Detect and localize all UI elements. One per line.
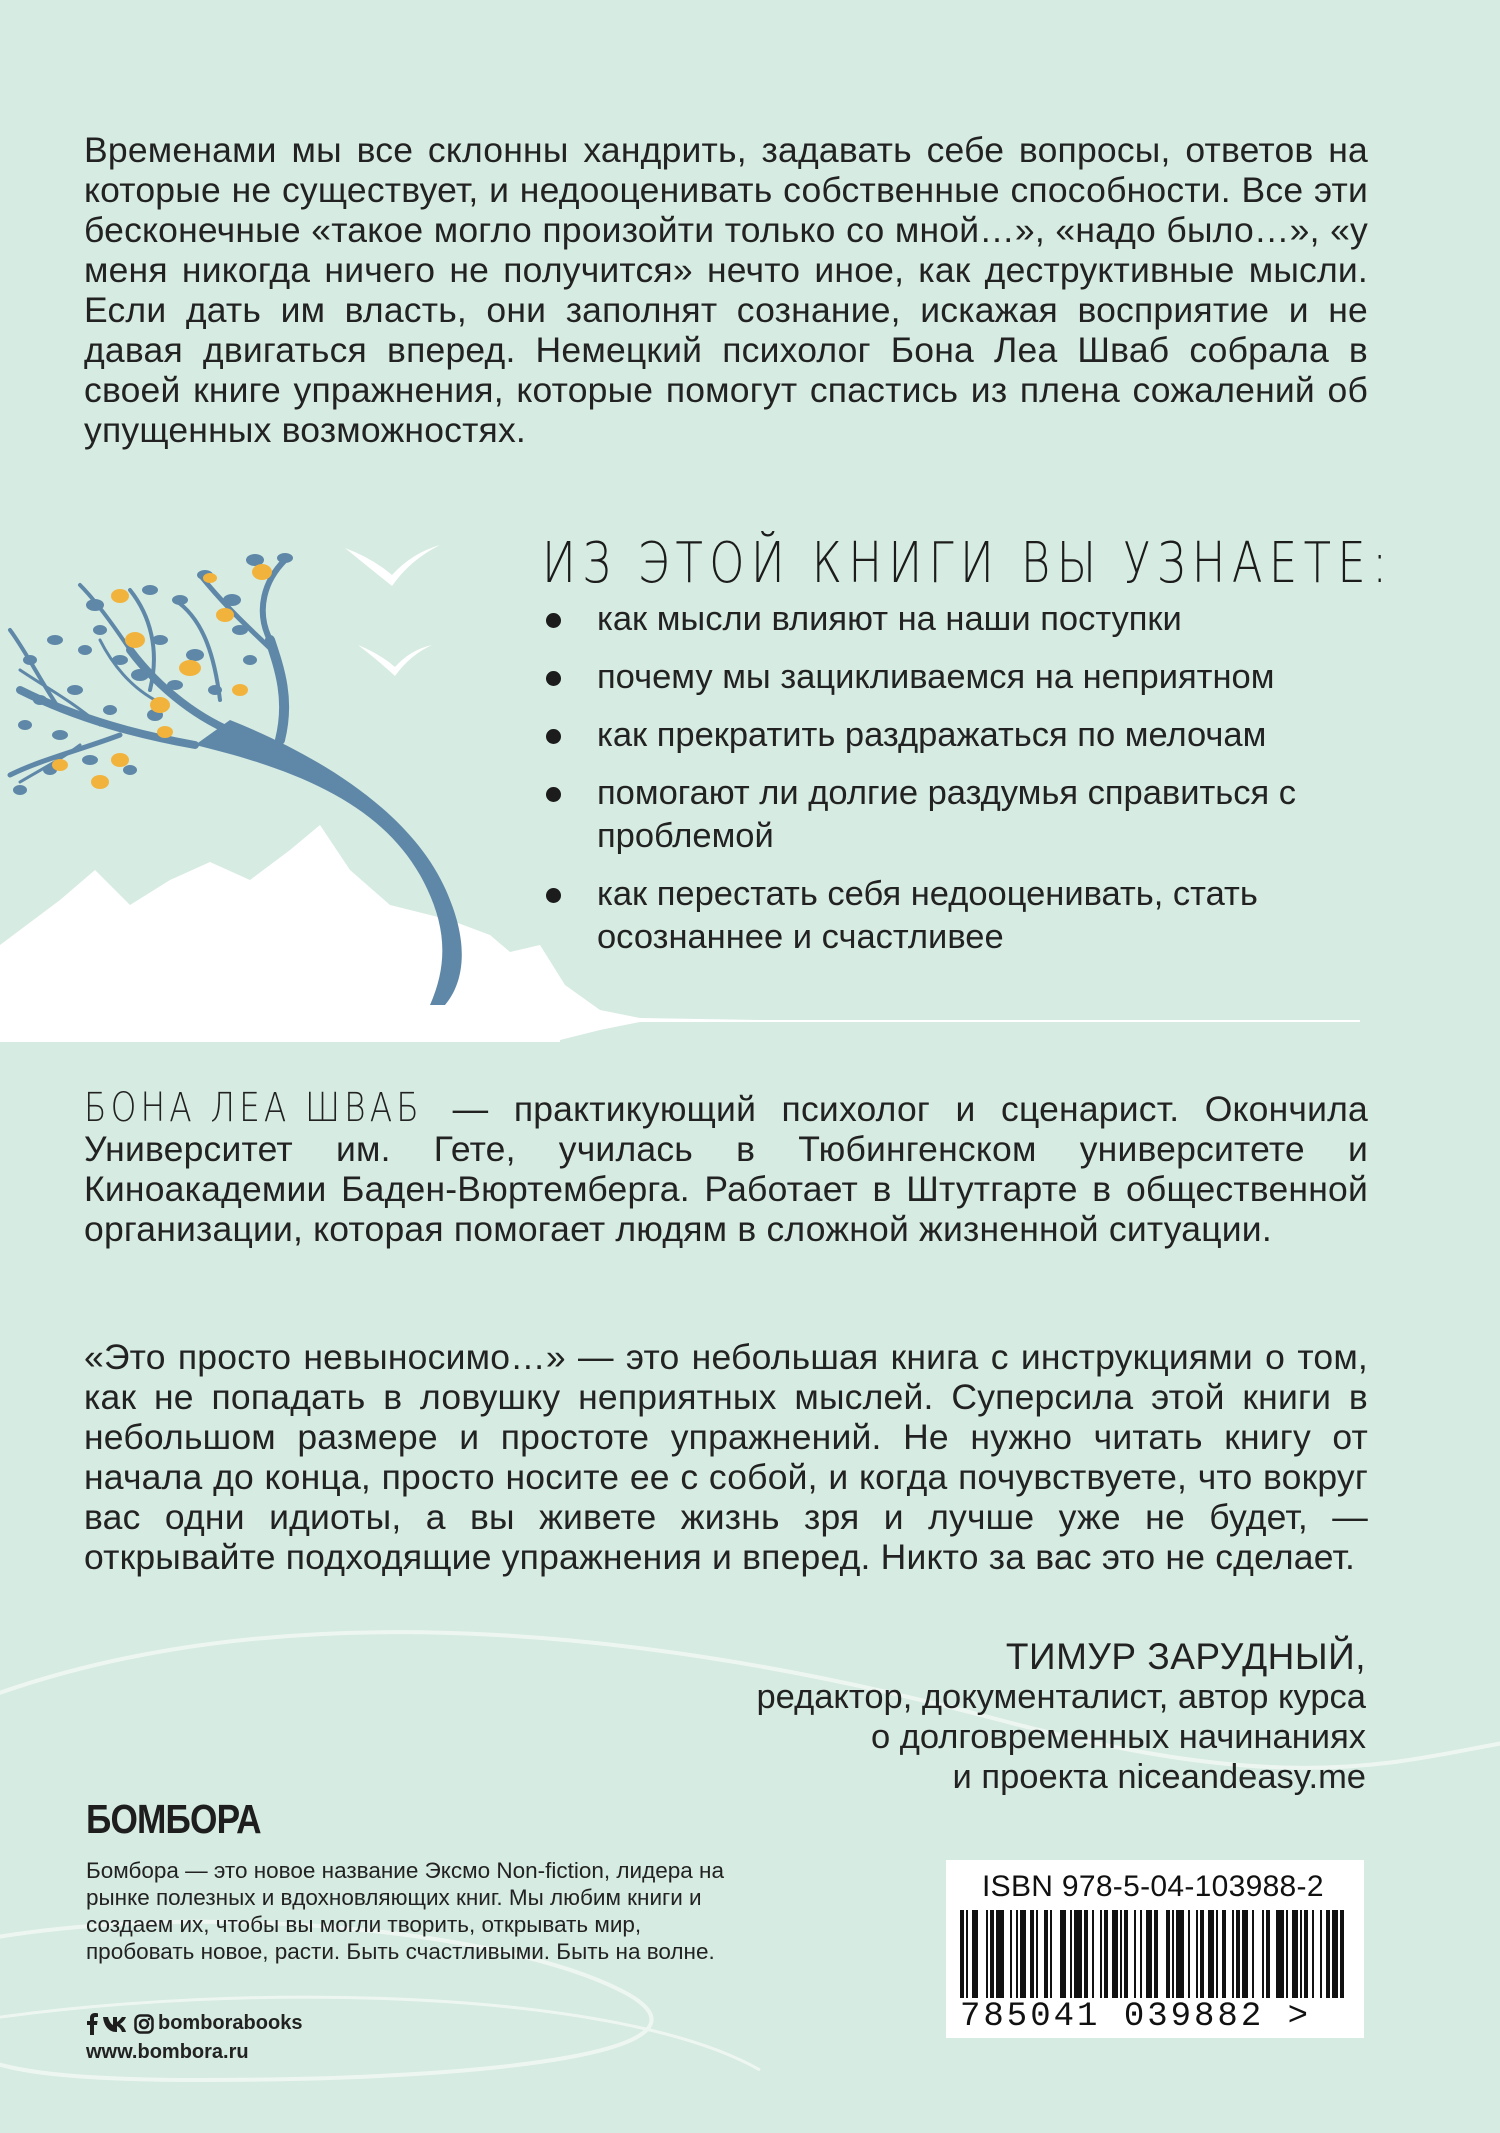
barcode-stripe — [1300, 1910, 1302, 1998]
list-item-text: как мысли влияют на наши поступки — [597, 600, 1182, 638]
bullet-icon — [546, 671, 561, 686]
barcode-stripe — [1030, 1910, 1034, 1998]
bullet-icon — [546, 787, 561, 802]
barcode-stripe — [1074, 1910, 1082, 1998]
barcode-stripe — [990, 1910, 994, 1998]
barcode-stripe — [1134, 1910, 1136, 1998]
barcode-stripe — [1154, 1910, 1158, 1998]
barcode-stripe — [960, 1910, 964, 1998]
barcode-stripe — [1286, 1910, 1288, 1998]
barcode-stripe — [1036, 1910, 1038, 1998]
barcode-stripe — [1104, 1910, 1108, 1998]
barcode-stripe — [966, 1910, 968, 1998]
reviewer-title: редактор, документалист, автор курса — [756, 1678, 1366, 1716]
barcode-stripe — [1196, 1910, 1198, 1998]
vk-icon[interactable] — [102, 2013, 130, 2035]
learn-list — [542, 598, 1382, 974]
author-bio: — практикующий психолог и сценарист. Окончила Университет им. Гете, училась в Тюбингенском университете и Киноакадемии Баден-Вюртемберга. Работает в Штутгарте в общественной организации, которая помогает людям в сложной жизненной ситуации. — [84, 1089, 1368, 1249]
list-item — [542, 772, 1382, 858]
publisher-blurb: Бомбора — это новое название Эксмо Non-fiction, лидера на рынке полезных и вдохновляющих книг. Мы любим книги и создаем их, чтобы вы могли творить, открывать мир, пробовать новое, расти. Быть счастливыми. Быть на волне. — [86, 1858, 724, 1964]
barcode-stripe — [1262, 1910, 1264, 1998]
barcode-stripe — [1216, 1910, 1218, 1998]
facebook-icon[interactable] — [86, 2013, 98, 2035]
barcode-stripe — [1208, 1910, 1214, 1998]
bullet-icon — [546, 613, 561, 628]
barcode-stripe — [1304, 1910, 1308, 1998]
reviewer-title: о долговременных начинаниях — [870, 1718, 1366, 1756]
barcode-stripe — [1222, 1910, 1226, 1998]
barcode-stripe — [1084, 1910, 1088, 1998]
barcode-stripe — [1242, 1910, 1248, 1998]
barcode-stripe — [1100, 1910, 1102, 1998]
list-item — [542, 873, 1382, 959]
barcode-stripe — [1252, 1910, 1254, 1998]
barcode-stripe — [1200, 1910, 1204, 1998]
barcode-stripe — [1332, 1910, 1338, 1998]
barcode-stripe — [1292, 1910, 1298, 1998]
instagram-icon[interactable] — [134, 2013, 154, 2035]
barcode-bars — [960, 1910, 1350, 1998]
bullet-icon — [546, 729, 561, 744]
intro-paragraph: Временами мы все склонны хандрить, задавать себе вопросы, ответов на которые не существует, и недооценивать собственные способности. Все эти бесконечные «такое могло произойти только со мной…», «надо было…», «у меня никогда ничего не получится» нечто иное, как деструктивные мысли. Если дать им власть, они заполнят сознание, искажая восприятие и не давая двигаться вперед. Немецкий психолог Бона Леа Шваб собрала в своей книге упражнения, которые помогут спастись из плена сожалений об упущенных возможностях. — [84, 130, 1368, 450]
list-item-text: как перестать себя недооценивать, стать осознаннее и счастливее — [597, 875, 1258, 956]
list-item-text: помогают ли долгие раздумья справиться с проблемой — [597, 774, 1297, 855]
barcode-stripe — [1320, 1910, 1322, 1998]
reviewer-name: ТИМУР ЗАРУДНЫЙ, — [1005, 1636, 1366, 1677]
barcode-stripe — [996, 1910, 1004, 1998]
barcode-digits: 785041 039882 > — [960, 1998, 1312, 2036]
list-item-text: как прекратить раздражаться по мелочам — [597, 716, 1267, 754]
barcode — [946, 1860, 1364, 2038]
social-links — [86, 2012, 302, 2035]
barcode-stripe — [1092, 1910, 1094, 1998]
barcode-stripe — [1070, 1910, 1072, 1998]
author-paragraph — [84, 1085, 1368, 1249]
barcode-stripe — [1044, 1910, 1048, 1998]
isbn-text: ISBN 978-5-04-103988-2 — [982, 1870, 1324, 1903]
review-paragraph: «Это просто невыносимо…» — это небольшая книга с инструкциями о том, как не попадать в ловушку неприятных мыслей. Суперсила этой книги в небольшом размере и простоте упражнений. Не нужно читать книгу от начала до конца, просто носите ее с собой, и когда почувствуете, что вокруг вас одни идиоты, а вы живете жизнь зря и лучше уже не будет, — открывайте подходящие упражнения и вперед. Никто за вас это не сделает. — [84, 1337, 1368, 1577]
barcode-stripe — [1236, 1910, 1240, 1998]
bird-icon — [345, 545, 440, 586]
barcode-stripe — [1340, 1910, 1344, 1998]
barcode-stripe — [986, 1910, 988, 1998]
barcode-stripe — [1166, 1910, 1170, 1998]
author-name: БОНА ЛЕА ШВАБ — [84, 1085, 423, 1131]
list-item — [542, 598, 1382, 641]
list-item — [542, 714, 1382, 757]
barcode-stripe — [1016, 1910, 1018, 1998]
list-item — [542, 656, 1382, 699]
barcode-stripe — [1176, 1910, 1184, 1998]
list-item-text: почему мы зацикливаемся на неприятном — [597, 658, 1275, 696]
review-signature — [757, 1637, 1367, 1797]
social-handle[interactable]: bomborabooks — [158, 2012, 303, 2034]
barcode-stripe — [1010, 1910, 1012, 1998]
snow-base — [0, 1000, 560, 1042]
bullet-icon — [546, 888, 561, 903]
barcode-stripe — [1276, 1910, 1284, 1998]
bird-icon — [358, 645, 432, 676]
barcode-stripe — [1146, 1910, 1152, 1998]
barcode-stripe — [1188, 1910, 1190, 1998]
publisher-logo: БОМБОРА — [86, 1796, 261, 1842]
website-link[interactable]: www.bombora.ru — [86, 2041, 249, 2063]
barcode-stripe — [1326, 1910, 1330, 1998]
barcode-stripe — [1266, 1910, 1270, 1998]
reviewer-title: и проекта niceandeasy.me — [952, 1758, 1366, 1796]
barcode-stripe — [972, 1910, 978, 1998]
barcode-stripe — [1172, 1910, 1174, 1998]
barcode-stripe — [1112, 1910, 1118, 1998]
barcode-stripe — [1232, 1910, 1234, 1998]
barcode-stripe — [1020, 1910, 1026, 1998]
barcode-stripe — [1124, 1910, 1128, 1998]
barcode-stripe — [1140, 1910, 1142, 1998]
barcode-stripe — [1120, 1910, 1122, 1998]
barcode-stripe — [1060, 1910, 1066, 1998]
barcode-stripe — [1312, 1910, 1314, 1998]
learn-heading: ИЗ ЭТОЙ КНИГИ ВЫ УЗНАЕТЕ: — [542, 531, 1394, 596]
barcode-stripe — [1050, 1910, 1052, 1998]
